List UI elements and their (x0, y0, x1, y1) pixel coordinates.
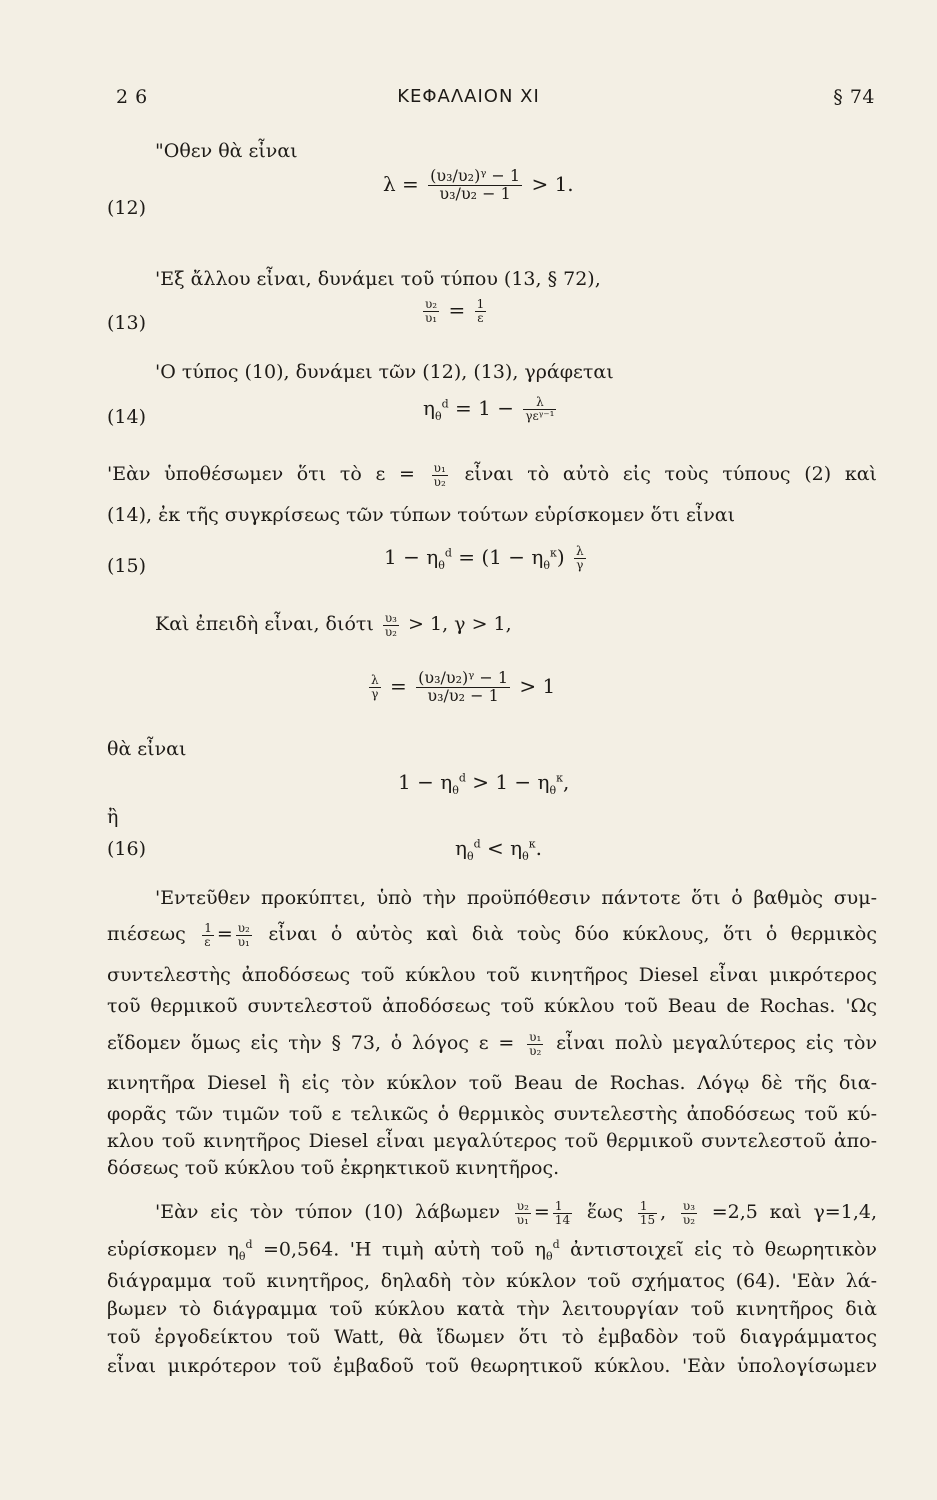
paragraph-line: τοῦ ἐργοδείκτου τοῦ Watt, θὰ ἴδωμεν ὅτι τὸ ἐμβαδὸν τοῦ διαγράμματος (107, 1326, 877, 1348)
subscript: θ (466, 850, 474, 863)
paragraph-line: συντελεστὴς ἀποδόσεως τοῦ κύκλου τοῦ κινητῆρος Diesel εἶναι μικρότερος (107, 964, 877, 986)
numerator: λ (371, 673, 379, 688)
text-line: ἢ (107, 806, 119, 828)
text-span: εἶναι πολὺ μεγαλύτερος εἰς τὸν (556, 1032, 877, 1055)
denominator: γεᵞ⁻¹ (525, 409, 555, 423)
paragraph-line: διάγραμμα τοῦ κινητῆρος, δηλαδὴ τὸν κύκλον τοῦ σχήματος (64). 'Εὰν λά- (107, 1270, 877, 1292)
fraction (523, 396, 556, 422)
equation-number: (15) (107, 555, 147, 577)
superscript: d (473, 837, 481, 851)
math-text: = 1 − (455, 396, 514, 420)
math-text: 1 − η (398, 770, 453, 794)
paragraph-line: 'Εὰν εἰς τὸν τύπον (10) λάβωμεν $\frac{\text{υ₂}}{\text{υ₁}}$ = $\frac{1}{14}$ ἕως $\frac{1}{15}$ , $\frac{\text{υ₃}}{\text{υ₂}}$ =2,5 καὶ γ=1,4, (155, 1199, 877, 1227)
subscript: θ (522, 850, 529, 863)
paragraph-line: δόσεως τοῦ κύκλου τοῦ ἐκρηκτικοῦ κινητῆρος. (107, 1157, 560, 1179)
denominator: υ₂ (433, 474, 446, 489)
paragraph-line: φορᾶς τῶν τιμῶν τοῦ ε τελικῶς ὁ θερμικὸς συντελεστὴς ἀποδόσεως τοῦ κύ- (107, 1103, 877, 1125)
numerator: 1 (204, 921, 212, 935)
math-text: = (1 − η (458, 545, 544, 569)
denominator: υ₁ (237, 934, 250, 949)
subscript: θ (546, 1250, 553, 1264)
text-line: (14), ἐκ τῆς συγκρίσεως τῶν τύπων τούτων εὑρίσκομεν ὅτι εἶναι (107, 504, 736, 526)
numerator: υ₂ (516, 1199, 529, 1213)
denominator: ε (477, 311, 484, 325)
fraction (428, 168, 522, 203)
numerator: υ₃ (682, 1199, 696, 1213)
denominator: υ₂ (682, 1212, 696, 1227)
denominator: γ (371, 686, 379, 701)
denominator: 15 (639, 1212, 656, 1227)
text-span: Καὶ ἐπειδὴ εἶναι, διότι (155, 613, 374, 636)
numerator: (υ₃/υ₂)ᵞ − 1 (430, 166, 521, 185)
fraction (423, 298, 439, 324)
equation-number: (13) (107, 312, 147, 334)
denominator: ε (204, 934, 211, 949)
fraction (681, 1200, 697, 1226)
denominator: υ₃/υ₂ − 1 (427, 685, 499, 705)
subscript: θ (549, 784, 557, 797)
denominator: γ (576, 558, 584, 572)
denominator: υ₁ (425, 311, 438, 325)
subscript: θ (543, 559, 550, 572)
paragraph-line: κλου τοῦ κινητῆρος Diesel εἶναι μεγαλύτερος τοῦ θερμικοῦ συντελεστοῦ ἀπο- (107, 1130, 877, 1152)
equation-number: (16) (107, 838, 147, 860)
numerator: 1 (638, 1200, 657, 1214)
superscript: d (552, 1238, 560, 1251)
inequality-2: $1 - \eta_\theta^d > 1 - \eta_\theta^\kappa$, (398, 770, 570, 797)
math-text: ) (556, 545, 565, 569)
superscript: κ (556, 771, 564, 785)
paragraph-line: κινητῆρα Diesel ἢ εἰς τὸν κύκλον τοῦ Beau de Rochas. Λόγῳ δὲ τῆς δια- (107, 1072, 877, 1094)
text-line: θὰ εἶναι (107, 738, 187, 760)
equation-12 (383, 168, 574, 203)
fraction (416, 670, 510, 705)
fraction (515, 1200, 531, 1226)
fraction (202, 922, 214, 948)
math-text: > 1 − η (472, 770, 550, 794)
fraction (432, 462, 448, 488)
numerator: υ₂ (425, 297, 438, 312)
denominator: 14 (554, 1212, 571, 1227)
text-line (155, 612, 512, 638)
math-text: > 1. (531, 171, 574, 196)
chapter-title: ΚΕΦΑΛΑΙΟΝ ΧΙ (397, 86, 540, 107)
denominator: υ₃/υ₂ − 1 (439, 183, 511, 203)
text-span: =0,564. 'Η τιμὴ αὐτὴ τοῦ η (262, 1238, 547, 1261)
subscript: θ (438, 559, 445, 572)
text-span: > 1, γ > 1, (408, 613, 512, 636)
text-line: 'Ο τύπος (10), δυνάμει τῶν (12), (13), γράφεται (155, 361, 614, 383)
numerator: υ₁ (433, 461, 446, 475)
fraction (553, 1200, 572, 1226)
fraction (383, 612, 399, 638)
text-span: εἶναι τὸ αὐτὸ εἰς τοὺς τύπους (2) καὶ (464, 463, 877, 486)
fraction (236, 922, 252, 948)
numerator: λ (523, 396, 556, 410)
equation-16: $\eta_\theta^d < \eta_\theta^\kappa$. (455, 836, 542, 863)
denominator: υ₁ (516, 1212, 529, 1227)
paragraph-line: εἶναι μικρότερον τοῦ ἐμβαδοῦ τοῦ θεωρητικοῦ κύκλου. 'Εὰν ὑπολογίσωμεν (107, 1355, 877, 1377)
equation-number: (14) (107, 406, 147, 428)
numerator: λ (576, 544, 584, 559)
text-span: 'Εὰν ὑποθέσωμεν ὅτι τὸ ε = (107, 463, 415, 486)
text-span: εἴδομεν ὅμως εἰς τὴν § 73, ὁ λόγος ε = (107, 1032, 515, 1055)
paragraph-line (107, 1238, 877, 1263)
fraction (574, 545, 586, 571)
subscript: θ (434, 410, 442, 423)
numerator: υ₁ (529, 1030, 542, 1044)
superscript: d (458, 771, 466, 785)
superscript: d (245, 1238, 253, 1251)
math-text: λ = (383, 171, 419, 196)
fraction (638, 1200, 657, 1226)
superscript: d (441, 397, 449, 411)
numerator: (υ₃/υ₂)ᵞ − 1 (418, 668, 509, 687)
equation-number: (12) (107, 197, 147, 219)
paragraph-line: βωμεν τὸ διάγραμμα τοῦ κύκλου κατὰ τὴν λειτουργίαν τοῦ κινητῆρος διὰ (107, 1298, 877, 1320)
equation-15 (384, 545, 589, 572)
math-text: η (423, 396, 435, 420)
text-span: 'Εὰν εἰς τὸν τύπον (10) λάβωμεν (155, 1201, 501, 1224)
paragraph-line: τοῦ θερμικοῦ συντελεστοῦ ἀποδόσεως τοῦ κύκλου τοῦ Beau de Rochas. 'Ως (107, 995, 877, 1017)
text-span: ἕως (586, 1201, 624, 1224)
math-text: 1 − η (384, 545, 439, 569)
math-text: < η (487, 836, 523, 860)
fraction (527, 1031, 543, 1057)
paragraph-line: 'Εντεῦθεν προκύπτει, ὑπὸ τὴν προϋπόθεσιν πάντοτε ὅτι ὁ βαθμὸς συμ- (155, 887, 877, 909)
numerator: 1 (476, 297, 485, 312)
subscript: θ (238, 1250, 246, 1264)
subscript: θ (452, 784, 459, 797)
denominator: υ₂ (529, 1043, 542, 1058)
text-span: ἀντιστοιχεῖ εἰς τὸ θεωρητικὸν (570, 1238, 877, 1261)
text-span: πιέσεως (107, 923, 186, 946)
text-line: 'Εξ ἄλλου εἶναι, δυνάμει τοῦ τύπου (13, § 72), (155, 268, 601, 290)
numerator: υ₃ (384, 611, 397, 625)
page-number: 2 6 (116, 86, 148, 108)
superscript: d (444, 546, 452, 560)
paragraph-line (107, 1031, 877, 1057)
fraction (369, 674, 381, 700)
text-line: "Οθεν θὰ εἶναι (155, 140, 298, 162)
math-text: η (455, 836, 467, 860)
equation-14 (423, 396, 559, 423)
text-span: =2,5 καὶ γ=1,4, (711, 1201, 877, 1224)
math-text: > 1 (519, 673, 556, 698)
numerator: 1 (553, 1200, 572, 1214)
denominator: υ₂ (384, 624, 397, 639)
text-span: εὑρίσκομεν η (107, 1238, 239, 1261)
fraction (475, 298, 487, 324)
text-span: εἶναι ὁ αὐτὸς καὶ διὰ τοὺς δύο κύκλους, ὅτι ὁ θερμικὸς (268, 923, 877, 946)
paragraph-line (107, 462, 877, 488)
superscript: κ (528, 837, 536, 851)
section-number: § 74 (833, 86, 875, 108)
paragraph-line: πιέσεως $\frac{1}{\varepsilon}$ = $\frac{\text{υ₂}}{\text{υ₁}}$ εἶναι ὁ αὐτὸς καὶ διὰ τοὺς δύο κύκλους, ὅτι ὁ θερμικὸς (107, 921, 877, 949)
inequality: $\frac{\lambda}{\gamma}$ = $\frac{\text{(υ₃/υ₂)ᵞ − 1}}{\text{υ₃/υ₂ − 1}}$ > 1 (371, 668, 556, 705)
equation-13: $\frac{\text{υ₂}}{\text{υ₁}}$ = $\frac{1}{\varepsilon}$ (425, 297, 485, 325)
numerator: υ₂ (237, 921, 250, 935)
superscript: κ (549, 546, 557, 560)
